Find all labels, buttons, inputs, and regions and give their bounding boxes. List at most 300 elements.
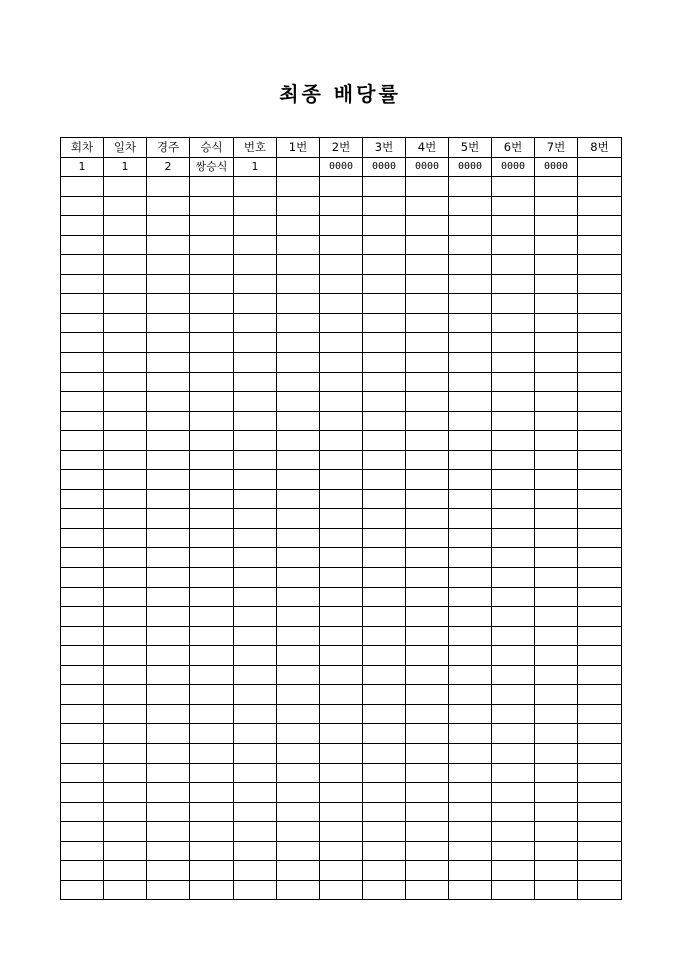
table-cell [363, 177, 406, 197]
table-cell [406, 333, 449, 353]
table-cell [61, 470, 104, 490]
table-row [61, 861, 622, 881]
table-cell [578, 685, 622, 705]
table-cell [320, 411, 363, 431]
table-cell [406, 626, 449, 646]
table-cell [234, 880, 277, 900]
table-cell [578, 548, 622, 568]
table-row [61, 548, 622, 568]
table-cell [406, 822, 449, 842]
table-cell [234, 509, 277, 529]
table-cell [363, 685, 406, 705]
table-cell [449, 294, 492, 314]
table-cell [535, 822, 578, 842]
table-cell [449, 548, 492, 568]
table-cell [406, 568, 449, 588]
table-cell [406, 294, 449, 314]
table-cell [104, 411, 147, 431]
table-cell [492, 450, 535, 470]
table-cell [190, 450, 234, 470]
header-cell-day: 일차 [104, 138, 147, 158]
table-cell [190, 528, 234, 548]
table-cell [578, 177, 622, 197]
table-cell [234, 353, 277, 373]
table-cell [104, 880, 147, 900]
table-row [61, 450, 622, 470]
table-cell [363, 861, 406, 881]
table-cell [234, 665, 277, 685]
table-cell [147, 587, 190, 607]
table-cell [320, 743, 363, 763]
table-cell [61, 353, 104, 373]
table-cell [535, 216, 578, 236]
table-cell [104, 216, 147, 236]
table-cell [535, 704, 578, 724]
table-cell [578, 274, 622, 294]
table-cell [492, 274, 535, 294]
table-cell [277, 861, 320, 881]
table-cell [104, 587, 147, 607]
table-cell [449, 568, 492, 588]
table-cell [406, 783, 449, 803]
table-cell [147, 646, 190, 666]
header-cell-no2: 2번 [320, 138, 363, 158]
table-cell [190, 333, 234, 353]
table-cell [104, 822, 147, 842]
table-cell [492, 685, 535, 705]
table-cell [61, 763, 104, 783]
table-row [61, 470, 622, 490]
table-cell [234, 294, 277, 314]
table-row [61, 353, 622, 373]
table-cell [61, 450, 104, 470]
table-cell [406, 313, 449, 333]
table-row [61, 685, 622, 705]
table-cell [492, 841, 535, 861]
table-cell [277, 822, 320, 842]
table-cell [492, 763, 535, 783]
table-cell [363, 841, 406, 861]
table-cell [147, 607, 190, 627]
table-cell [535, 489, 578, 509]
table-cell [277, 157, 320, 177]
table-cell [449, 392, 492, 412]
table-cell [147, 704, 190, 724]
table-cell: 1 [61, 157, 104, 177]
table-cell [61, 743, 104, 763]
table-cell [578, 313, 622, 333]
table-cell [234, 216, 277, 236]
table-cell [363, 313, 406, 333]
table-cell [578, 783, 622, 803]
table-cell [363, 489, 406, 509]
table-cell [578, 665, 622, 685]
table-cell [492, 294, 535, 314]
table-cell [578, 372, 622, 392]
table-cell [234, 255, 277, 275]
table-cell [61, 822, 104, 842]
table-cell [147, 255, 190, 275]
table-cell [492, 392, 535, 412]
table-cell [449, 743, 492, 763]
table-cell [535, 607, 578, 627]
table-cell [104, 626, 147, 646]
table-cell [61, 587, 104, 607]
table-cell [320, 528, 363, 548]
table-cell [492, 880, 535, 900]
table-cell [147, 528, 190, 548]
table-cell [449, 783, 492, 803]
table-cell [190, 743, 234, 763]
table-cell [535, 861, 578, 881]
table-cell [363, 763, 406, 783]
table-cell: 1 [104, 157, 147, 177]
table-cell [61, 548, 104, 568]
table-cell [492, 822, 535, 842]
table-cell [492, 177, 535, 197]
table-cell [406, 704, 449, 724]
table-cell [190, 274, 234, 294]
table-cell: 0000 [492, 157, 535, 177]
table-cell [190, 313, 234, 333]
table-cell [363, 704, 406, 724]
table-cell [535, 235, 578, 255]
table-cell [234, 724, 277, 744]
table-cell [578, 763, 622, 783]
table-cell [234, 822, 277, 842]
table-cell [363, 607, 406, 627]
table-cell [190, 431, 234, 451]
table-cell [578, 880, 622, 900]
table-cell [147, 333, 190, 353]
table-cell [277, 704, 320, 724]
table-cell [578, 587, 622, 607]
table-cell [61, 704, 104, 724]
table-cell [61, 216, 104, 236]
table-cell [277, 626, 320, 646]
table-cell [190, 841, 234, 861]
table-cell [147, 372, 190, 392]
table-cell [535, 196, 578, 216]
table-cell [234, 528, 277, 548]
table-cell [578, 392, 622, 412]
table-cell [535, 568, 578, 588]
table-cell [578, 704, 622, 724]
table-cell [147, 861, 190, 881]
table-row [61, 646, 622, 666]
table-cell [535, 411, 578, 431]
table-cell [320, 763, 363, 783]
table-cell: 쌍승식 [190, 157, 234, 177]
table-cell [363, 548, 406, 568]
table-cell [61, 509, 104, 529]
table-row [61, 196, 622, 216]
table-cell [277, 294, 320, 314]
table-cell [406, 255, 449, 275]
table-cell [104, 372, 147, 392]
table-cell [190, 822, 234, 842]
table-cell [535, 509, 578, 529]
table-cell [535, 841, 578, 861]
table-cell [104, 333, 147, 353]
table-cell [406, 411, 449, 431]
table-cell [147, 392, 190, 412]
table-row [61, 724, 622, 744]
table-cell [61, 392, 104, 412]
table-cell [320, 626, 363, 646]
table-cell [535, 255, 578, 275]
table-cell [234, 646, 277, 666]
table-cell [190, 783, 234, 803]
table-cell [363, 528, 406, 548]
table-cell [277, 607, 320, 627]
table-cell [492, 333, 535, 353]
table-cell [535, 528, 578, 548]
table-cell [449, 704, 492, 724]
table-cell [492, 216, 535, 236]
table-cell: 0000 [406, 157, 449, 177]
table-cell [320, 333, 363, 353]
table-cell [492, 626, 535, 646]
table-cell [277, 685, 320, 705]
table-cell [449, 235, 492, 255]
table-cell [234, 568, 277, 588]
table-cell [320, 724, 363, 744]
table-cell [449, 528, 492, 548]
table-cell [61, 255, 104, 275]
table-cell [190, 861, 234, 881]
table-body [61, 157, 622, 900]
table-cell [61, 568, 104, 588]
table-cell [234, 392, 277, 412]
table-cell [104, 861, 147, 881]
table-cell [104, 450, 147, 470]
table-cell [277, 470, 320, 490]
table-cell [147, 568, 190, 588]
table-cell [406, 724, 449, 744]
table-cell [234, 235, 277, 255]
table-cell [320, 802, 363, 822]
table-cell [61, 724, 104, 744]
table-cell [363, 372, 406, 392]
table-cell [104, 528, 147, 548]
table-cell [190, 489, 234, 509]
table-row [61, 411, 622, 431]
table-cell [492, 704, 535, 724]
table-cell [406, 177, 449, 197]
table-cell [61, 274, 104, 294]
table-cell [449, 313, 492, 333]
table-cell [406, 685, 449, 705]
table-cell [61, 685, 104, 705]
table-cell [234, 548, 277, 568]
table-cell [492, 196, 535, 216]
table-cell [190, 685, 234, 705]
table-cell [406, 392, 449, 412]
table-cell [104, 353, 147, 373]
table-cell [147, 196, 190, 216]
table-cell [320, 568, 363, 588]
table-cell [449, 372, 492, 392]
table-cell [190, 255, 234, 275]
table-cell [277, 646, 320, 666]
table-cell [406, 450, 449, 470]
table-cell [234, 861, 277, 881]
table-cell [449, 646, 492, 666]
table-cell: 0000 [449, 157, 492, 177]
table-row [61, 802, 622, 822]
table-cell [147, 216, 190, 236]
table-cell [492, 724, 535, 744]
table-cell [190, 587, 234, 607]
table-cell [320, 235, 363, 255]
table-cell [578, 841, 622, 861]
table-cell [449, 607, 492, 627]
table-cell [277, 587, 320, 607]
table-cell [535, 372, 578, 392]
table-cell [363, 353, 406, 373]
table-cell [578, 528, 622, 548]
table-cell [492, 313, 535, 333]
table-cell: 2 [147, 157, 190, 177]
table-cell [277, 274, 320, 294]
table-cell [535, 783, 578, 803]
table-cell [104, 704, 147, 724]
table-cell [406, 372, 449, 392]
table-cell [277, 235, 320, 255]
table-cell [277, 313, 320, 333]
table-cell [234, 763, 277, 783]
table-cell [190, 372, 234, 392]
table-cell [104, 568, 147, 588]
table-cell [234, 372, 277, 392]
table-cell [449, 431, 492, 451]
table-cell [449, 255, 492, 275]
table-cell [277, 783, 320, 803]
table-cell [104, 313, 147, 333]
table-cell [147, 802, 190, 822]
table-cell [147, 783, 190, 803]
table-cell [492, 235, 535, 255]
table-cell [234, 743, 277, 763]
table-cell [320, 509, 363, 529]
table-cell [277, 880, 320, 900]
table-cell [147, 724, 190, 744]
table-cell [535, 313, 578, 333]
table-cell [406, 274, 449, 294]
table-cell [406, 841, 449, 861]
table-cell [277, 665, 320, 685]
table-row [61, 313, 622, 333]
header-cell-number: 번호 [234, 138, 277, 158]
table-row [61, 763, 622, 783]
table-row [61, 372, 622, 392]
table-cell [147, 353, 190, 373]
table-cell [61, 783, 104, 803]
table-cell [277, 509, 320, 529]
table-cell: 0000 [363, 157, 406, 177]
table-cell [320, 196, 363, 216]
table-cell [363, 411, 406, 431]
table-cell [234, 333, 277, 353]
table-cell [234, 411, 277, 431]
table-cell [320, 274, 363, 294]
table-cell [190, 548, 234, 568]
table-cell [492, 783, 535, 803]
table-cell [406, 509, 449, 529]
table-row [61, 489, 622, 509]
table-cell [406, 861, 449, 881]
table-cell [147, 880, 190, 900]
table-cell [449, 822, 492, 842]
table-cell [190, 802, 234, 822]
table-cell [363, 216, 406, 236]
table-cell [449, 763, 492, 783]
table-cell [190, 196, 234, 216]
table-cell [234, 470, 277, 490]
table-cell [492, 743, 535, 763]
table-cell [104, 783, 147, 803]
table-cell [104, 685, 147, 705]
table-cell [535, 743, 578, 763]
table-cell [61, 528, 104, 548]
table-cell [147, 177, 190, 197]
table-cell [104, 255, 147, 275]
table-cell [578, 470, 622, 490]
table-cell [320, 470, 363, 490]
table-cell [578, 489, 622, 509]
table-cell [147, 274, 190, 294]
table-cell [234, 274, 277, 294]
table-cell [147, 763, 190, 783]
table-cell [147, 509, 190, 529]
table-cell: 0000 [320, 157, 363, 177]
table-cell [535, 724, 578, 744]
table-cell [492, 607, 535, 627]
table-cell [492, 431, 535, 451]
table-cell [234, 626, 277, 646]
table-cell [234, 704, 277, 724]
table-cell [535, 626, 578, 646]
table-cell [61, 646, 104, 666]
table-cell [104, 743, 147, 763]
table-cell [190, 353, 234, 373]
table-cell [320, 431, 363, 451]
table-cell [578, 568, 622, 588]
table-row [61, 255, 622, 275]
table-cell [363, 333, 406, 353]
table-cell [363, 431, 406, 451]
table-row [61, 177, 622, 197]
table-cell [535, 802, 578, 822]
table-cell [147, 841, 190, 861]
table-cell [147, 743, 190, 763]
table-cell [104, 196, 147, 216]
table-cell [277, 392, 320, 412]
table-cell [190, 470, 234, 490]
table-cell [449, 411, 492, 431]
table-cell [449, 665, 492, 685]
table-cell [104, 763, 147, 783]
table-cell [277, 724, 320, 744]
table-cell [578, 196, 622, 216]
table-cell [147, 431, 190, 451]
table-cell [406, 665, 449, 685]
table-cell [406, 646, 449, 666]
table-cell [147, 822, 190, 842]
table-cell [578, 861, 622, 881]
table-cell [535, 646, 578, 666]
